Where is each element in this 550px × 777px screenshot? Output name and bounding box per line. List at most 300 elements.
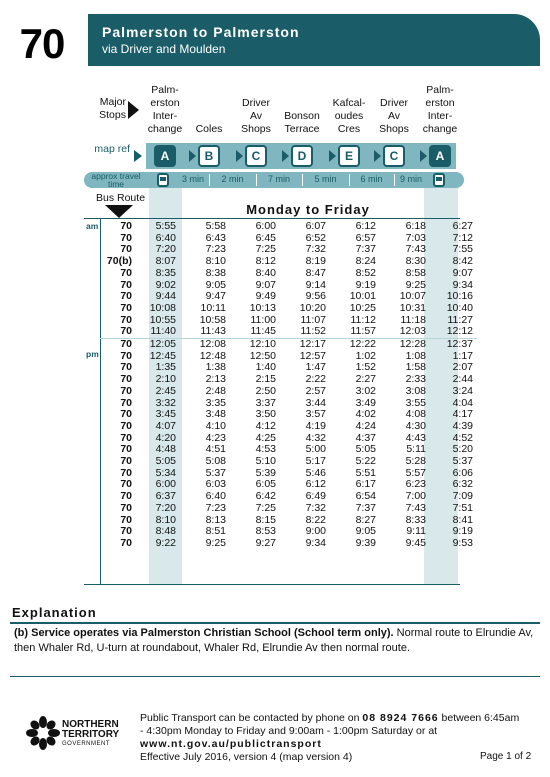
time-cell: 8:40 [255,266,276,279]
table-row [100,339,477,351]
route-cell: 70 [120,361,132,374]
time-cell: 11:40 [132,326,180,338]
route-cell: 70 [120,349,132,362]
time-cell: 5:05 [355,443,376,456]
map-ref-badge: C [383,145,405,167]
time-cell: 11:52 [280,326,330,338]
time-cell: 2:07 [452,361,473,374]
time-cell: 3:57 [305,408,326,421]
time-cell: 7:03 [405,231,426,244]
stop-header-line: Inter- [427,110,453,122]
time-cell: 9:49 [255,290,276,303]
time-cell: 11:07 [300,313,326,326]
time-cell: 12:03 [380,326,430,338]
route-cell: 70 [120,513,132,526]
time-cell: 5:37 [205,466,226,479]
time-cell: 4:07 [155,419,176,432]
travel-time-segment: 2 min [221,174,244,184]
stop-header-line: Shops [379,123,409,135]
stop-header-line: oudes [334,110,364,122]
stop-header-line: Coles [195,123,223,135]
time-cell: 9:47 [205,290,226,303]
time-cell: 5:00 [305,443,326,456]
page-subtitle: via Driver and Moulden [102,42,226,56]
time-cell: 5:37 [452,455,473,468]
time-cell: 6:49 [305,490,326,503]
stop-header-line: Driver [242,97,270,109]
table-row [100,421,477,433]
time-cell: 10:08 [149,301,176,314]
time-cell: 9:07 [452,266,473,279]
time-cell: 4:24 [355,419,376,432]
time-cell: 9:22 [155,536,176,549]
stop-header-line: erston [150,97,180,109]
time-cell: 4:39 [452,419,473,432]
time-cell: 8:35 [155,266,176,279]
time-cell: 6:17 [355,478,376,491]
route-cell: 70 [120,443,132,456]
table-bottom-rule [84,584,460,585]
time-cell: 8:33 [405,513,426,526]
time-cell: 8:51 [205,525,226,538]
travel-time-divider [302,174,303,186]
route-cell: 70 [120,478,132,491]
time-cell: 8:22 [305,513,326,526]
time-cell: 7:43 [405,501,426,514]
route-cell: 70 [100,326,132,338]
time-cell: 4:30 [405,419,426,432]
time-cell: 6:40 [155,231,176,244]
time-cell: 4:37 [355,431,376,444]
time-cell: 12:37 [446,338,473,351]
time-cell: 4:02 [355,408,376,421]
stop-header [231,97,281,136]
time-cell: 2:48 [205,384,226,397]
route-cell: 70 [120,408,132,421]
time-cell: 6:37 [155,490,176,503]
time-cell: 12:10 [249,338,276,351]
time-cell: 8:19 [305,255,326,268]
major-stops-arrow-icon [128,101,139,119]
time-cell: 8:10 [205,255,226,268]
time-cell: 6:45 [255,231,276,244]
time-cell: 8:48 [155,525,176,538]
time-cell: 10:07 [399,290,426,303]
map-ref-arrow-icon [329,150,336,162]
time-cell: 8:58 [405,266,426,279]
time-cell: 10:20 [299,301,326,314]
route-cell: 70 [120,431,132,444]
route-cell: 70 [120,466,132,479]
time-cell: 1:52 [355,361,376,374]
travel-time-divider [256,174,257,186]
time-cell: 6:00 [155,478,176,491]
time-cell: 5:34 [155,466,176,479]
stop-header [140,84,190,136]
time-cell: 1:40 [255,361,276,374]
time-cell: 6:32 [452,478,473,491]
route-cell: 70 [120,278,132,291]
time-cell: 1:17 [452,349,473,362]
route-cell: 70 [120,525,132,538]
time-cell: 7:25 [255,243,276,256]
travel-time-label: approx travel time [91,171,141,189]
time-cell: 8:10 [155,513,176,526]
time-cell: 6:42 [255,490,276,503]
travel-time-divider [349,174,350,186]
contact-phone[interactable]: 08 8924 7666 [362,712,439,724]
time-cell: 6:06 [452,466,473,479]
time-cell: 11:45 [230,326,280,338]
time-cell: 3:02 [355,384,376,397]
time-cell: 12:48 [199,349,226,362]
time-cell: 9:19 [355,278,376,291]
time-cell: 8:24 [355,255,376,268]
time-cell: 7:23 [205,501,226,514]
time-cell: 8:42 [452,255,473,268]
logo-line-2: TERRITORY [62,729,120,740]
stop-header-line: Av [249,110,263,122]
day-title: Monday to Friday [246,202,370,217]
time-cell: 10:31 [399,301,426,314]
time-cell: 6:12 [305,478,326,491]
time-cell: 4:10 [205,419,226,432]
time-cell: 9:05 [205,278,226,291]
bus-route-label: Bus Route [96,192,146,204]
travel-time-segment: 7 min [267,174,290,184]
time-cell: 7:32 [305,243,326,256]
map-ref-arrow-icon [236,150,243,162]
table-row [100,303,477,315]
explanation-note [14,626,536,656]
route-cell: 70 [120,455,132,468]
map-ref-arrow-icon [134,150,142,162]
stop-header [415,84,465,136]
time-cell: 9:56 [305,290,326,303]
table-row [100,538,477,550]
time-cell: 4:08 [405,408,426,421]
time-cell: 5:55 [155,220,176,232]
time-cell: 4:53 [255,443,276,456]
time-cell: 3:24 [452,384,473,397]
period-am: am [86,221,99,231]
time-cell: 2:10 [155,373,176,386]
stop-header-line: change [147,123,183,135]
time-cell: 12:57 [299,349,326,362]
time-cell: 3:48 [205,408,226,421]
time-cell: 10:16 [446,290,473,303]
time-cell: 5:51 [355,466,376,479]
contact-info [140,712,520,764]
time-cell: 2:13 [205,373,226,386]
time-cell: 9:34 [452,278,473,291]
route-cell: 70 [120,490,132,503]
time-cell: 11:57 [330,326,380,338]
time-cell: 5:58 [205,220,226,232]
stop-header [184,123,234,136]
time-cell: 5:10 [255,455,276,468]
nt-government-logo-icon [26,716,60,750]
time-cell: 6:40 [205,490,226,503]
time-cell: 4:52 [452,431,473,444]
time-cell: 10:11 [200,301,226,314]
route-cell: 70 [120,536,132,549]
time-cell: 6:03 [205,478,226,491]
map-ref-badge: A [429,145,451,167]
time-cell: 5:28 [405,455,426,468]
time-cell: 6:18 [405,220,426,232]
time-cell: 12:12 [430,326,477,338]
time-cell: 2:45 [155,384,176,397]
time-cell: 3:32 [155,396,176,409]
time-cell: 8:12 [255,255,276,268]
time-cell: 12:08 [199,338,226,351]
time-cell: 12:05 [149,338,176,351]
time-cell: 4:17 [452,408,473,421]
route-cell: 70 [120,313,132,326]
contact-text: Public Transport can be contacted by phone on [140,712,363,724]
table-top-rule [84,218,460,219]
time-cell: 6:05 [255,478,276,491]
map-ref-label: map ref [94,143,130,155]
time-cell: 9:45 [405,536,426,549]
map-ref-badge: C [245,145,267,167]
time-cell: 10:01 [349,290,376,303]
time-cell: 7:55 [452,243,473,256]
bus-route-arrow-icon [105,205,133,218]
logo-wordmark [62,720,119,740]
time-cell: 8:41 [452,513,473,526]
header [0,0,550,66]
time-cell: 3:35 [205,396,226,409]
time-cell: 5:08 [205,455,226,468]
route-cell: 70 [120,373,132,386]
route-cell: 70 [120,419,132,432]
time-cell: 8:07 [155,255,176,268]
route-cell: 70 [120,220,132,232]
time-cell: 6:23 [405,478,426,491]
time-cell: 2:33 [405,373,426,386]
time-cell: 9:27 [255,536,276,549]
map-ref-arrow-icon [282,150,289,162]
time-cell: 5:20 [452,443,473,456]
time-cell: 8:30 [405,255,426,268]
time-cell: 8:38 [205,266,226,279]
time-cell: 12:17 [299,338,326,351]
time-cell: 11:12 [350,313,376,326]
time-cell: 7:00 [405,490,426,503]
map-ref-badge: B [198,145,220,167]
stop-header-line: Inter- [152,110,178,122]
map-ref-badge: D [291,145,313,167]
stop-header-line: Bonson [284,110,320,122]
time-cell: 10:25 [349,301,376,314]
period-pm: pm [86,349,99,359]
stop-header-line: Kafcal- [332,97,366,109]
time-cell: 5:17 [305,455,326,468]
table-row [100,503,477,515]
time-cell: 1:35 [155,361,176,374]
route-cell: 70 [120,338,132,351]
time-cell: 11:00 [250,313,276,326]
map-ref-arrow-icon [189,150,196,162]
time-cell: 2:15 [255,373,276,386]
time-cell: 5:11 [406,443,426,456]
time-cell: 4:48 [155,443,176,456]
time-cell: 6:07 [305,220,326,232]
time-cell: 9:14 [305,278,326,291]
time-cell: 10:55 [149,313,176,326]
time-cell: 3:37 [255,396,276,409]
stop-header-line: Driver [380,97,408,109]
bus-icon [433,173,445,187]
time-cell: 1:47 [305,361,326,374]
major-stops-label: Major Stops [99,96,126,121]
route-cell: 70 [120,290,132,303]
map-ref-badge: E [338,145,360,167]
time-cell: 7:12 [452,231,473,244]
time-cell: 7:37 [355,501,376,514]
time-cell: 5:22 [355,455,376,468]
time-cell: 12:28 [399,338,426,351]
time-cell: 10:13 [249,301,276,314]
page-title: Palmerston to Palmerston [102,24,300,40]
time-cell: 10:40 [446,301,473,314]
travel-time-segment: 5 min [314,174,337,184]
time-cell: 8:15 [255,513,276,526]
time-cell: 6:57 [355,231,376,244]
stop-header [277,110,327,136]
time-cell: 2:27 [355,373,376,386]
route-number: 70 [10,22,74,66]
time-cell: 5:57 [405,466,426,479]
time-cell: 4:32 [305,431,326,444]
time-cell: 9:19 [452,525,473,538]
travel-time-divider [394,174,395,186]
time-cell: 6:43 [205,231,226,244]
time-cell: 9:02 [155,278,176,291]
time-cell: 4:20 [155,431,176,444]
time-cell: 8:52 [355,266,376,279]
travel-time-segment: 9 min [399,174,422,184]
stop-header-line: Cres [337,123,361,135]
map-ref-arrow-icon [374,150,381,162]
time-cell: 7:25 [255,501,276,514]
route-cell: 70 [120,396,132,409]
time-cell: 6:00 [255,220,276,232]
time-cell: 10:58 [199,313,226,326]
table-row [100,221,477,233]
time-cell: 7:20 [155,243,176,256]
stop-header-line: Terrace [284,123,320,135]
explanation-note-rest: Normal route to Elrundie Av, then Whaler Rd, U-turn at roundabout, Whaler Rd, Elrundie Av then normal route. [14,627,534,654]
time-cell: 9:00 [305,525,326,538]
route-cell: 70 [120,301,132,314]
explanation-rule [10,622,540,624]
bus-icon [157,173,169,187]
time-cell: 3:55 [405,396,426,409]
time-cell: 9:25 [205,536,226,549]
time-cell: 11:18 [400,313,426,326]
time-cell: 5:05 [155,455,176,468]
map-ref-badge: A [154,145,176,167]
logo-line-3: GOVERNMENT [62,741,111,747]
time-cell: 12:45 [149,349,176,362]
time-cell: 2:50 [255,384,276,397]
time-cell: 2:57 [305,384,326,397]
table-row [100,326,477,338]
stop-header-line: erston [425,97,455,109]
time-cell: 9:07 [255,278,276,291]
time-cell: 4:25 [255,431,276,444]
time-cell: 4:43 [405,431,426,444]
route-cell: 70 [120,243,132,256]
logo-line-1: NORTHERN [62,719,119,730]
time-cell: 6:52 [305,231,326,244]
time-cell: 7:20 [155,501,176,514]
time-cell: 7:23 [205,243,226,256]
time-cell: 9:39 [355,536,376,549]
travel-time-divider [209,174,210,186]
time-cell: 12:50 [249,349,276,362]
time-cell: 2:44 [452,373,473,386]
time-cell: 3:49 [355,396,376,409]
map-ref-arrow-icon [420,150,427,162]
time-cell: 9:25 [405,278,426,291]
time-cell: 8:13 [205,513,226,526]
time-cell: 4:04 [452,396,473,409]
stop-header-line: Palm- [426,84,454,96]
route-cell: 70 [120,501,132,514]
stop-header-line: Palm- [151,84,179,96]
stop-header-line: change [422,123,458,135]
time-cell: 1:02 [355,349,376,362]
table-row [100,268,477,280]
time-cell: 5:39 [255,466,276,479]
time-cell: 4:12 [255,419,276,432]
time-cell: 4:23 [205,431,226,444]
time-cell: 2:22 [305,373,326,386]
time-cell: 9:53 [452,536,473,549]
time-cell: 9:11 [406,525,426,538]
contact-website-link[interactable]: www.nt.gov.au/publictransport [140,738,322,750]
time-cell: 7:43 [405,243,426,256]
time-cell: 11:27 [447,313,473,326]
time-cell: 8:47 [305,266,326,279]
time-cell: 9:05 [355,525,376,538]
time-cell: 8:53 [255,525,276,538]
time-cell: 6:12 [355,220,376,232]
travel-time-segment: 3 min [181,174,204,184]
time-cell: 3:44 [305,396,326,409]
route-cell: 70 [120,266,132,279]
effective-date: Effective July 2016, version 4 (map version 4) [140,751,353,763]
time-cell: 7:37 [355,243,376,256]
time-cell: 6:27 [452,220,473,232]
route-cell: 70 [120,384,132,397]
time-cell: 8:27 [355,513,376,526]
route-cell: 70(b) [106,255,132,268]
time-cell: 5:46 [305,466,326,479]
time-cell: 7:09 [452,490,473,503]
time-cell: 1:58 [405,361,426,374]
time-cell: 11:43 [180,326,230,338]
time-cell: 1:38 [205,361,226,374]
stop-header [324,97,374,136]
time-cell: 12:22 [349,338,376,351]
table-row [100,456,477,468]
time-cell: 4:51 [205,443,226,456]
